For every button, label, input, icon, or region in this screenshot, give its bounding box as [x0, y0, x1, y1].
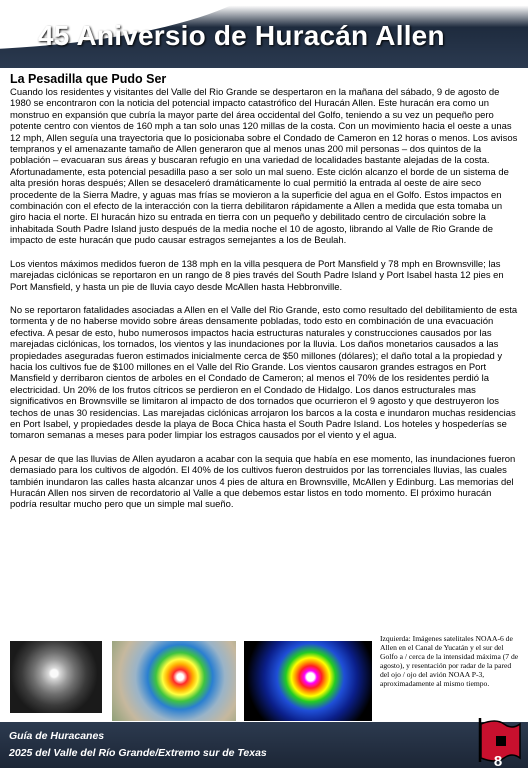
- satellite-image-grayscale: [10, 641, 102, 713]
- satellite-image-enhanced: [112, 641, 236, 721]
- article-paragraph-2: Los vientos máximos medidos fueron de 138 mph en la villa pesquera de Port Mansfield y 78 mph en Brownsville; las marejadas ciclónicas se reportaron en un rango de 8 pies través del South Padre Island y Port Isabel hasta 12 pies en Port Mansfield, y hasta un pie de lluvia cayo desde McAllen hasta Hebbronville.: [10, 258, 504, 293]
- footer-guide-title: Guía de Huracanes: [9, 730, 105, 742]
- article: [10, 72, 520, 523]
- article-heading: La Pesadilla que Pudo Ser: [10, 72, 167, 86]
- footer-guide-subtitle: 2025 del Valle del Río Grande/Extremo sur de Texas: [9, 747, 267, 759]
- page-title: 45 Aniversio de Huracán Allen: [38, 20, 445, 51]
- page-header: [0, 0, 528, 68]
- article-paragraph-1: Cuando los residentes y visitantes del Valle del Rio Grande se despertaron en la mañana del sábado, 9 de agosto de 1980 se encontraron con la noticia del potencial impacto catastrófico del Huracán Allen. Este huracán era como un monstruo en expansión que cubría la mayor parte del área occidental del Golfo, teniendo a su vez un pequeño pero potente centro con vientos de 160 mph a tan solo unas 120 millas de la costa. Con un movimiento hacia el oeste a unas 12 mph, Allen seguía una trayectoria que lo posicionaba sobre el Condado de Cameron en 12 horas o menos. Los avisos tempranos y el amenazante tamaño de Allen generaron que al menos unas 200 mil personas – dos quintos de la población – evacuaran sus áreas y buscaran refugio en una variedad de localidades bastante alejadas de la costa. Afortunadamente, esta potencial pesadilla paso a ser solo un mal sueno. Este ciclón alcanzo el borde de un sistema de alta presión horas después; Allen se desaceleró dramáticamente lo cual permitió la entrada al oeste de aire seco procedente de la Sierra Madre, y aguas mas frías se movieron a la superficie del agua en el Golfo. Estos impactos en combinación con el efecto de la interacción con la tierra debilitaron rápidamente a Allen a medida que esta tomaba un giro hacia el norte. El huracán hizo su entrada en tierra con un pequeño y debilitado centro de circulación sobre la inhabitada South Padre Island justo después de la media noche el 10 de agosto, librando al Valle de Rio Grande de impacto de este huracán que pudo causar estragos semejantes a los de Beulah.: [10, 87, 518, 247]
- page-footer: [0, 722, 528, 768]
- image-caption: Izquierda: Imágenes satelitales NOAA-6 de Allen en el Canal de Yucatán y el sur del Golfo a / cerca de la intensidad máxima (7 de agosto), y resentación por radar de la pared del ojo / ojo del avión NOAA P-3, aproximadamente al mismo tiempo.: [380, 634, 519, 689]
- page-number: 8: [493, 753, 503, 770]
- article-paragraph-4: A pesar de que las lluvias de Allen ayudaron a acabar con la sequia que había en ese momento, las inundaciones fueron demasiado para los cultivos de algodón. El 40% de los cultivos fueron destruidos por las torrenciales lluvias, las cuales también inundaron las calles hasta alcanzar unos 4 pies de altura en Brownsville, McAllen y Edinburg. Las memorias del Huracán Allen nos sirven de recordatorio al Valle a que debemos estar listos en todo momento. El próximo huracán podría resultar mucho pero que un simple mal sueño.: [10, 453, 516, 511]
- radar-image-eyewall: [244, 641, 372, 721]
- article-paragraph-3: No se reportaron fatalidades asociadas a Allen en el Valle del Rio Grande, esto como resultado del debilitamiento de esta tormenta y de no haberse movido sobre áreas densamente pobladas, todo esto en combinación de una evacuación efectiva. A pesar de esto, hubo numerosos impactos hacia estructuras naturales y construcciones causados por las marejadas ciclónicas, los tornados, los vientos y las inundaciones por la lluvia. Los daños monetarios causados a las propiedades aseguradas fueron estimados inicialmente cerca de $50 millones (dólares); el daño total a la propiedad y hacia los cultivos fue de $100 millones en el Valle del Rio Grande. Los vientos causaron grandes estragos en Port Mansfield y derribaron cientos de arboles en el Condado de Cameron; al menos el 70% de los residentes perdió la electricidad. Un 20% de los frutos cítricos se perdieron en el Condado de Hidalgo. Los danos estructurales mas significativos en Brownsville se limitaron al impacto de dos tornados que ocurrieron el 9 agosto y que destruyeron los techos de unas 30 residencias. Las marejadas ciclónicas arrojaron los barcos a la costa e inundaron muchas residencias en Port Isabel, y propiedades desde la playa de Boca Chica hasta el South Padre Island. Los hoteles y hospederías se tomaron semanas a meses para poder limpiar los estragos causados por el viento y el agua.: [10, 304, 518, 442]
